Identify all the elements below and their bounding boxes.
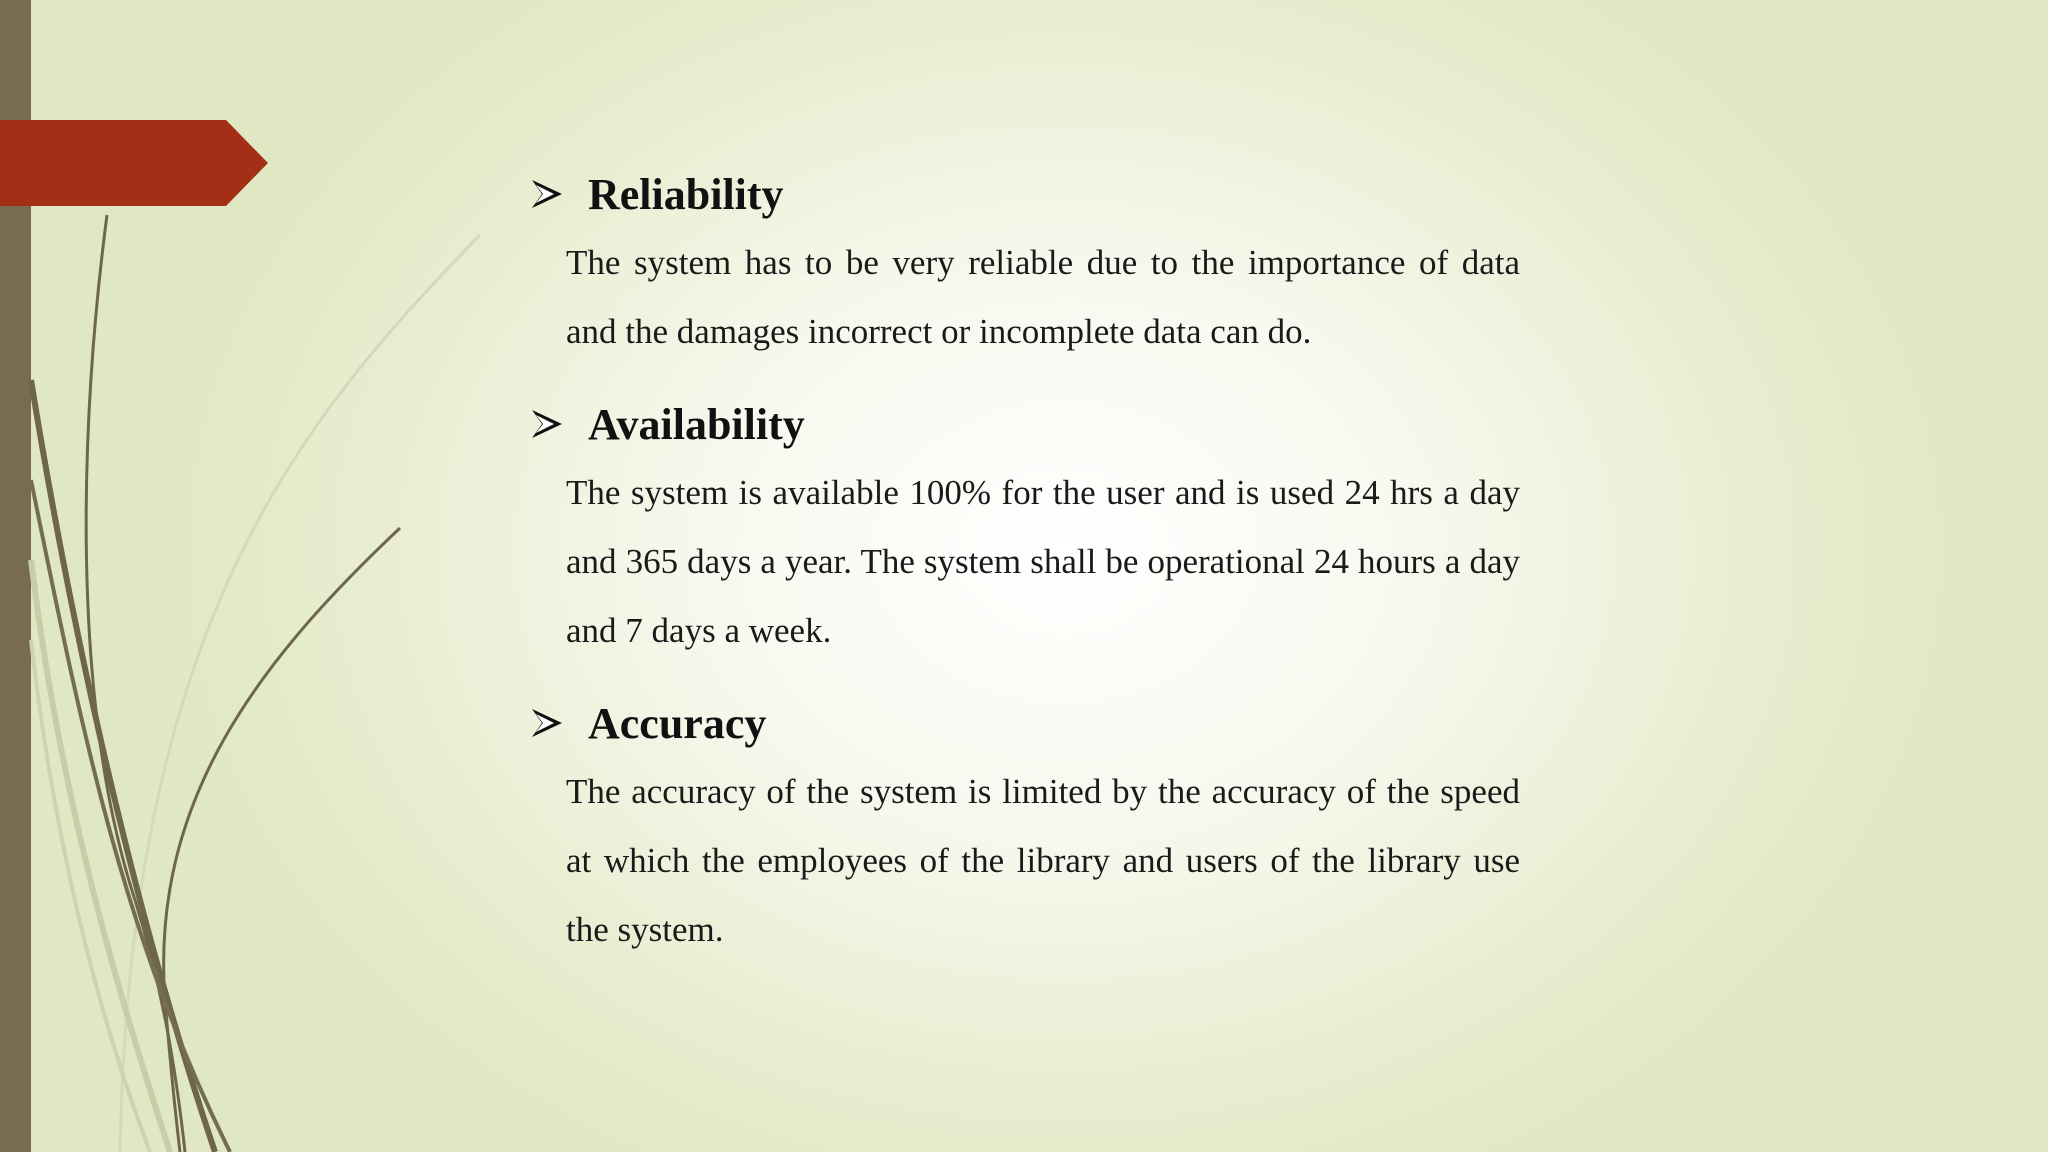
- arrowhead-bullet-icon: [530, 706, 564, 740]
- heading-text: Reliability: [588, 169, 784, 219]
- section-body: The system is available 100% for the user and is used 24 hrs a day and 365 days a year. The system shall be operational 24 hours a day and 7 days a week.: [566, 473, 1520, 650]
- arrowhead-bullet-icon: [530, 177, 564, 211]
- section-body: The system has to be very reliable due to the importance of data and the damages incorrect or incomplete data can do.: [566, 243, 1520, 351]
- section-heading: [530, 160, 1520, 228]
- section-accuracy: [530, 689, 1520, 964]
- heading-text: Availability: [588, 399, 805, 449]
- section-availability: [530, 390, 1520, 665]
- section-body: The accuracy of the system is limited by the accuracy of the speed at which the employees of the library and users of the library use the system.: [566, 772, 1520, 949]
- section-reliability: [530, 160, 1520, 366]
- arrowhead-bullet-icon: [530, 407, 564, 441]
- slide-content: [530, 160, 1520, 988]
- accent-tab: [0, 120, 270, 206]
- section-heading: [530, 689, 1520, 757]
- heading-text: Accuracy: [588, 698, 767, 748]
- section-heading: [530, 390, 1520, 458]
